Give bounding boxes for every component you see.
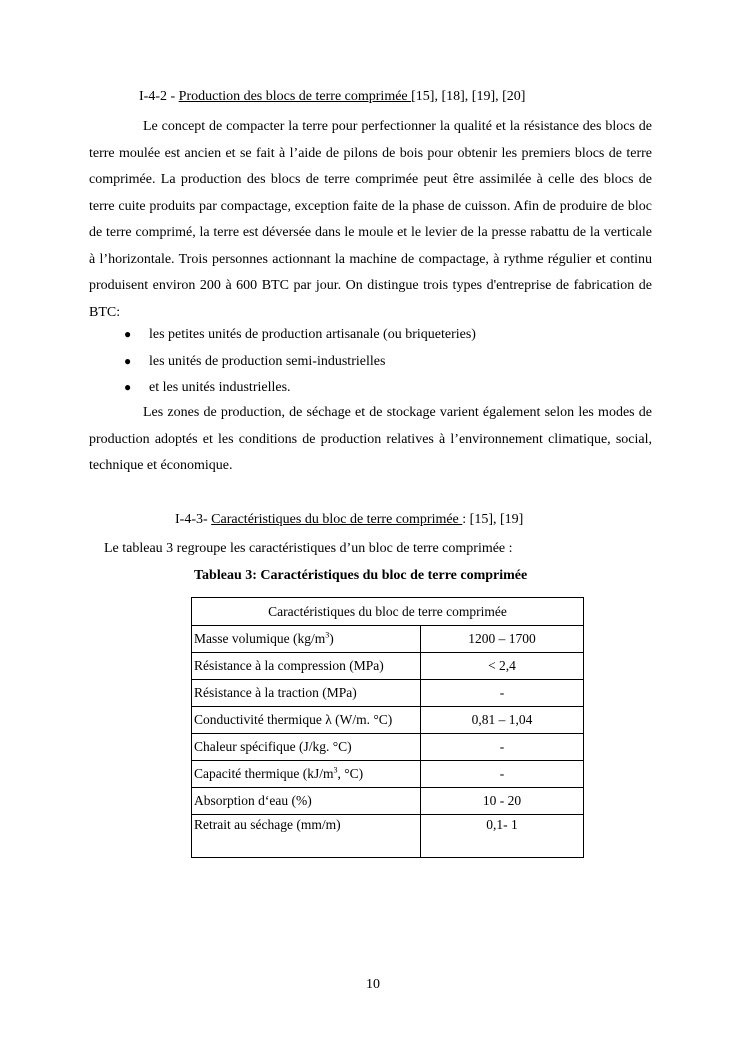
table-header: Caractéristiques du bloc de terre comprimée [192,598,584,626]
list-item-text: les petites unités de production artisanale (ou briqueteries) [149,327,476,342]
list-item-text: et les unités industrielles. [149,380,291,396]
row-label [192,761,421,788]
row-label: Retrait au séchage (mm/m) [192,815,421,858]
section-number: I-4-3- [175,512,212,527]
row-label: Résistance à la compression (MPa) [192,653,421,680]
row-value: - [421,761,584,788]
list-item-text: les unités de production semi-industrielles [149,353,386,369]
label-text: Masse volumique (kg/m [194,631,326,646]
section-title: Caractéristiques du bloc de terre comprimée [211,512,463,527]
section-refs: [15], [18], [19], [20] [411,89,526,104]
bullet-icon: ● [124,380,132,395]
label-superscript: 3 [325,630,330,640]
table-row [192,788,584,815]
table-header-row [192,598,584,626]
label-text-end: ) [329,631,334,646]
table-row [192,761,584,788]
row-label: Chaleur spécifique (J/kg. °C) [192,734,421,761]
row-label [192,626,421,653]
page-number: 10 [366,977,380,992]
list-item [124,374,476,401]
row-label: Résistance à la traction (MPa) [192,680,421,707]
label-text-end: , °C) [337,766,364,781]
table-row [192,815,584,858]
row-value: - [421,734,584,761]
table-row [192,680,584,707]
row-label: Conductivité thermique λ (W/m. °C) [192,707,421,734]
table-caption: Tableau 3: Caractéristiques du bloc de terre comprimée [194,568,528,583]
table-intro-line: Le tableau 3 regroupe les caractéristiques d’un bloc de terre comprimée : [104,541,513,556]
table-row [192,707,584,734]
section-heading-i-4-2 [139,89,525,105]
paragraph-zones: Les zones de production, de séchage et de stockage varient également selon les modes de production adoptés et les conditions de production relatives à l’environnement climatique, social, technique et économique. [89,405,652,473]
row-label: Absorption d‘eau (%) [192,788,421,815]
row-value: 1200 – 1700 [421,626,584,653]
table-row [192,653,584,680]
characteristics-table [191,597,584,858]
section-heading-i-4-3 [175,512,523,528]
row-value: 10 - 20 [421,788,584,815]
bullet-icon: ● [124,353,132,368]
label-text: Capacité thermique (kJ/m [194,766,334,781]
paragraph-production: Le concept de compacter la terre pour perfectionner la qualité et la résistance des blocs de terre moulée est ancien et se fait à l’aide de pilons de bois pour obtenir les premiers blocs de terre comprimée. La production des blocs de terre comprimée peut être assimilée à celle des blocs de terre cuite produits par compactage, exception faite de la phase de cuisson. Afin de produire de bloc de terre comprimé, la terre est déversée dans le moule et le levier de la presse rabattu de la verticale à l’horizontale. Trois personnes actionnant la machine de compactage, à rythme régulier et continu produisent environ 200 à 600 BTC par jour. On distingue trois types d'entreprise de fabrication de BTC: [89,119,652,320]
row-value: - [421,680,584,707]
section-refs: : [15], [19] [462,512,524,527]
list-item [124,321,476,348]
row-value: < 2,4 [421,653,584,680]
row-value: 0,81 – 1,04 [421,707,584,734]
row-value: 0,1- 1 [421,815,584,858]
table-row [192,734,584,761]
section-title: Production des blocs de terre comprimée [178,89,412,104]
table-row [192,626,584,653]
section-number: I-4-2 - [139,89,179,104]
bullet-icon: ● [124,327,132,341]
list-item [124,348,476,375]
production-types-list [124,321,476,401]
label-superscript: 3 [333,765,338,775]
